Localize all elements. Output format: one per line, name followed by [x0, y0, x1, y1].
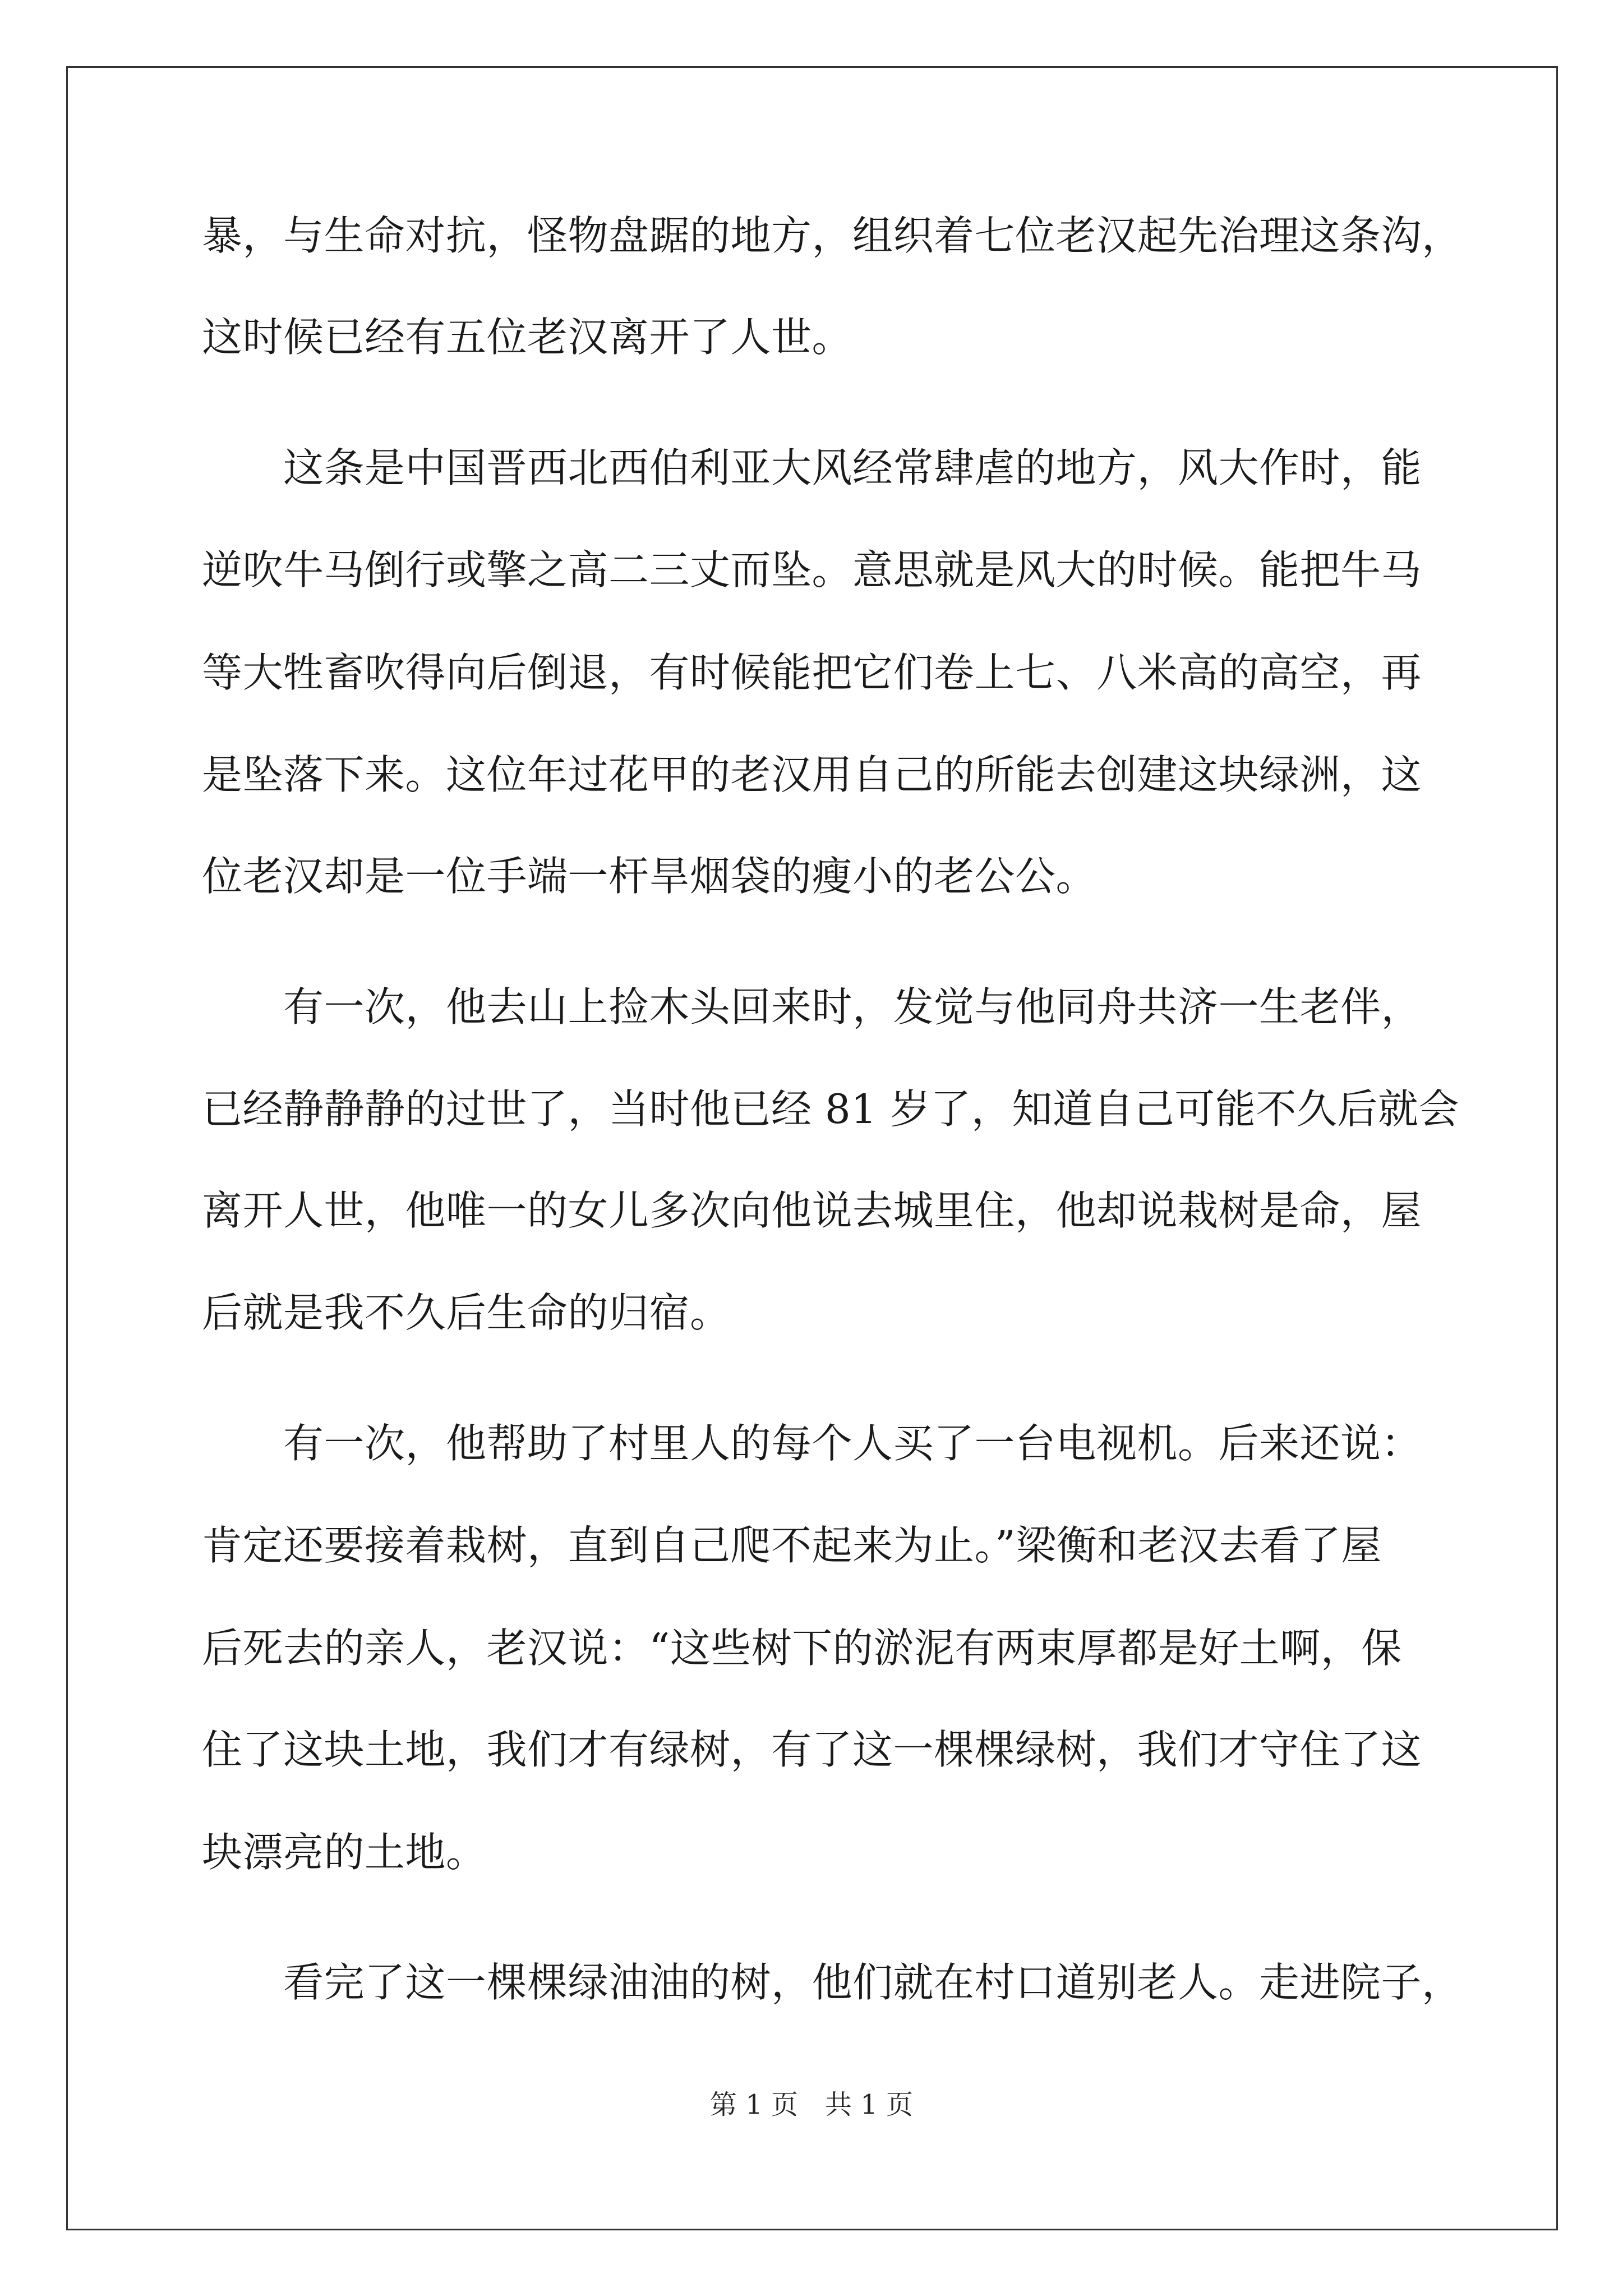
text-line: 位老汉却是一位手端一杆旱烟袋的瘦小的老公公。	[202, 853, 1097, 900]
text-line: 后就是我不久后生命的归宿。	[202, 1289, 731, 1336]
text-line: 等大牲畜吹得向后倒退，有时候能把它们卷上七、八米高的高空，再	[202, 649, 1422, 696]
page-border	[66, 66, 1558, 2230]
text-line: 已经静静静的过世了，当时他已经 81 岁了，知道自己可能不久后就会	[202, 1085, 1459, 1133]
text-line: 这时候已经有五位老汉离开了人世。	[202, 314, 853, 361]
text-line: 暴，与生命对抗，怪物盘踞的地方，组织着七位老汉起先治理这条沟，	[202, 212, 1463, 259]
text-line: 有一次，他去山上捡木头回来时，发觉与他同舟共济一生老伴，	[202, 983, 1422, 1030]
text-line: 块漂亮的土地。	[202, 1829, 487, 1876]
text-line: 逆吹牛马倒行或擎之高二三丈而坠。意思就是风大的时候。能把牛马	[202, 546, 1422, 593]
text-line: 住了这块土地，我们才有绿树，有了这一棵棵绿树，我们才守住了这	[202, 1726, 1422, 1773]
page-number-footer: 第 1 页 共 1 页	[709, 2089, 914, 2120]
text-line: 离开人世，他唯一的女儿多次向他说去城里住，他却说栽树是命，屋	[202, 1187, 1422, 1234]
text-line: 是坠落下来。这位年过花甲的老汉用自己的所能去创建这块绿洲，这	[202, 751, 1422, 798]
text-line: 后死去的亲人，老汉说：“这些树下的淤泥有两束厚都是好土啊，保	[202, 1625, 1402, 1672]
text-line: 这条是中国晋西北西伯利亚大风经常肆虐的地方，风大作时，能	[202, 444, 1422, 491]
text-line: 看完了这一棵棵绿油油的树，他们就在村口道别老人。走进院子，	[202, 1959, 1463, 2006]
text-line: 有一次，他帮助了村里人的每个人买了一台电视机。后来还说：	[202, 1420, 1422, 1467]
text-line: 肯定还要接着栽树，直到自己爬不起来为止。”梁衡和老汉去看了屋	[202, 1522, 1382, 1569]
